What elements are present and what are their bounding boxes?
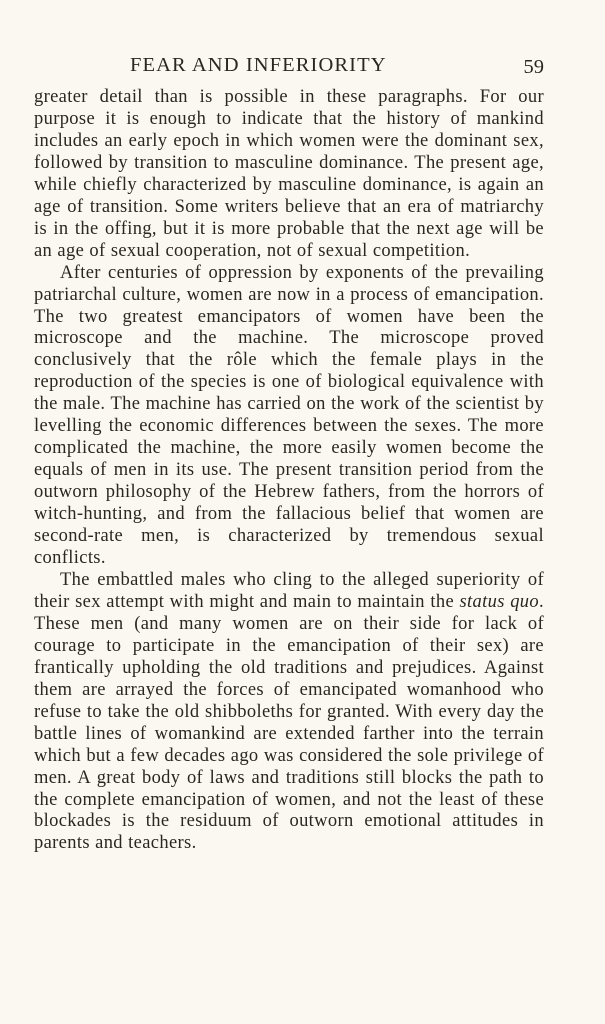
paragraph-3 [34,570,544,855]
paragraph-3-italic-phrase: status quo [459,591,540,612]
paragraph-2: After centuries of oppression by exponents of the prevailing patriarchal culture, women are now in a process of emancipation. The two greatest emancipators of women have been the microscope and the machine. The microscope proved conclusively that the rôle which the female plays in the reproduction of the species is one of biological equivalence with the male. The machine has carried on the work of the scientist by levelling the economic differences between the sexes. The more complicated the machine, the more easily women become the equals of men in its use. The present transition period from the outworn philosophy of the Hebrew fathers, from the horrors of witch-hunting, and from the fallacious belief that women are second-rate men, is characterized by tremendous sexual conflicts. [34,262,544,569]
paragraph-3-text-before: The embattled males who cling to the alleged superiority of their sex attempt with might and main to maintain the [34,569,544,612]
page-number: 59 [523,56,544,78]
running-head [34,54,544,82]
running-title: FEAR AND INFERIORITY [130,54,387,76]
paragraph-3-text-after: . These men (and many women are on their side for lack of courage to participate in the emancipation of their sex) are frantically upholding the old traditions and prejudices. Against them are arrayed the forces of emancipated womanhood who refuse to take the old shibboleths for granted. With every day the battle lines of womankind are extended farther into the terrain which but a few decades ago was considered the sole privilege of men. A great body of laws and traditions still blocks the path to the complete emancipation of women, and not the least of these blockades is the residuum of outworn emotional attitudes in parents and teachers. [34,591,544,854]
paragraph-1: greater detail than is possible in these paragraphs. For our purpose it is enough to indicate that the history of mankind includes an early epoch in which women were the dominant sex, followed by transition to masculine dominance. The present age, while chiefly characterized by masculine dominance, is again an age of transition. Some writers believe that an era of matriarchy is in the offing, but it is more probable that the next age will be an age of sexual cooperation, not of sexual competition. [34,87,544,261]
body-text [34,87,544,855]
